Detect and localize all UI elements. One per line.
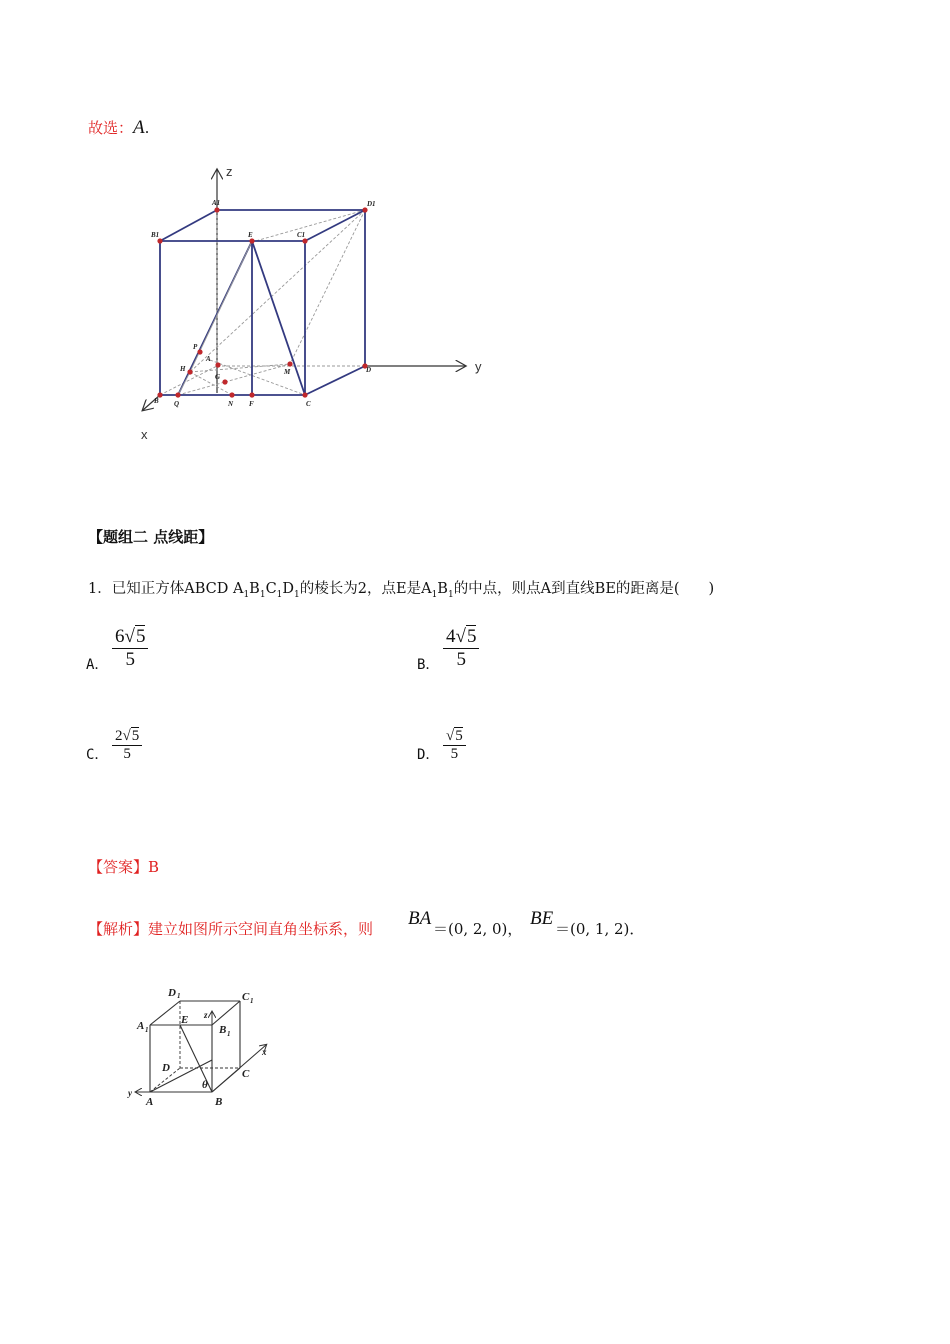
- option-b-denominator: 5: [456, 649, 466, 670]
- prev-answer-suffix: .: [144, 119, 150, 137]
- prev-answer-choice: A: [133, 117, 145, 138]
- option-a-coef: 6: [115, 626, 125, 647]
- vector-be-value: ＝(0, 1, 2)．: [555, 920, 645, 938]
- question-text: [88, 577, 714, 600]
- label-b: B: [154, 397, 159, 405]
- fig2-label-d1: D: [168, 987, 176, 999]
- question-sub: 1: [447, 589, 454, 600]
- cube-points: [157, 207, 367, 397]
- option-a-label[interactable]: A．: [86, 657, 109, 673]
- label-h: H: [180, 365, 186, 373]
- question-number: 1．: [88, 581, 112, 597]
- fig2-label-theta: θ: [202, 1079, 208, 1091]
- question-part: C: [265, 581, 277, 597]
- fig2-sub: 1: [250, 997, 254, 1005]
- question-sub: 1: [294, 589, 300, 600]
- question-sub: 1: [431, 589, 438, 600]
- label-n: N: [228, 400, 234, 408]
- fig2-label-c: C: [242, 1068, 250, 1080]
- label-g: G: [215, 373, 221, 381]
- axis-label-y: y: [475, 359, 482, 374]
- option-a-denominator: 5: [125, 649, 135, 670]
- vector-be: BE: [530, 908, 554, 929]
- question-sub: 1: [276, 589, 283, 600]
- label-d1: D1: [367, 200, 376, 208]
- label-m: M: [284, 368, 291, 376]
- fig2-label-b1: B: [219, 1024, 227, 1036]
- option-a-radicand: 5: [135, 626, 146, 647]
- prev-answer-prefix: 故选：: [88, 119, 134, 137]
- fig2-label-e: E: [181, 1014, 189, 1026]
- label-c1: C1: [297, 231, 306, 239]
- option-b-label[interactable]: B．: [417, 657, 440, 673]
- vector-ba: BA: [408, 908, 432, 929]
- option-d-label[interactable]: D．: [417, 747, 440, 763]
- question-part: 已知正方体ABCD A: [111, 581, 244, 597]
- section-title: 【题组二 点线距】: [88, 528, 214, 546]
- option-d-denominator: 5: [450, 746, 459, 762]
- vector-ba-value: ＝(0, 2, 0)，: [433, 920, 523, 938]
- option-c-denominator: 5: [123, 746, 131, 762]
- axis-label-x: x: [141, 427, 148, 442]
- answer-line: [88, 856, 159, 877]
- fig2-label-a1: A: [137, 1020, 145, 1032]
- option-c-fraction[interactable]: 2√5 5: [112, 728, 142, 763]
- question-part: B: [437, 581, 448, 597]
- fig2-label-d: D: [162, 1062, 170, 1074]
- label-d: D: [366, 366, 372, 374]
- question-sub: 1: [243, 589, 250, 600]
- label-e: E: [248, 231, 253, 239]
- label-q: Q: [174, 400, 180, 408]
- fig2-label-a: A: [146, 1096, 154, 1108]
- label-a1: A1: [212, 199, 221, 207]
- option-c-label[interactable]: C．: [86, 747, 109, 763]
- label-c: C: [306, 400, 311, 408]
- question-part: B: [249, 581, 260, 597]
- option-c-radicand: 5: [131, 728, 140, 744]
- label-a: A: [206, 355, 211, 363]
- option-b-radicand: 5: [466, 626, 477, 647]
- fig2-sub: 1: [177, 992, 181, 1000]
- analysis-text: 建立如图所示空间直角坐标系，则: [148, 920, 374, 938]
- analysis-line: [88, 918, 373, 939]
- option-d-fraction[interactable]: √5 5: [443, 728, 466, 763]
- option-b-fraction[interactable]: 4√5 5: [443, 626, 479, 671]
- answer-value: B: [148, 858, 160, 876]
- fig2-sub: 1: [227, 1030, 231, 1038]
- option-b-coef: 4: [446, 626, 456, 647]
- label-f: F: [249, 400, 254, 408]
- option-c-coef: 2: [115, 728, 123, 744]
- cube-figure-1: [130, 160, 500, 450]
- fig2-sub: 1: [145, 1026, 149, 1034]
- fig2-label-z: z: [204, 1010, 208, 1020]
- question-part: 的中点，则点A到直线BE的距离是( ): [453, 581, 715, 597]
- analysis-tag: 【解析】: [88, 920, 149, 938]
- question-part: 的棱长为2，点E是A: [299, 581, 432, 597]
- answer-tag: 【答案】: [88, 858, 149, 876]
- option-d-radicand: 5: [455, 728, 463, 744]
- axis-label-z: z: [226, 164, 233, 179]
- visible-edges: [160, 210, 365, 395]
- question-sub: 1: [259, 589, 266, 600]
- label-b1: B1: [151, 231, 160, 239]
- cube-figure-2: [120, 980, 280, 1110]
- label-p: P: [193, 343, 198, 351]
- fig2-label-x: x: [262, 1047, 267, 1057]
- option-a-fraction[interactable]: 6√5 5: [112, 626, 148, 671]
- prev-answer-line: [88, 117, 149, 139]
- question-part: D: [282, 581, 295, 597]
- fig2-label-c1: C: [242, 991, 250, 1003]
- fig2-label-y: y: [128, 1088, 132, 1098]
- fig2-label-b: B: [215, 1096, 223, 1108]
